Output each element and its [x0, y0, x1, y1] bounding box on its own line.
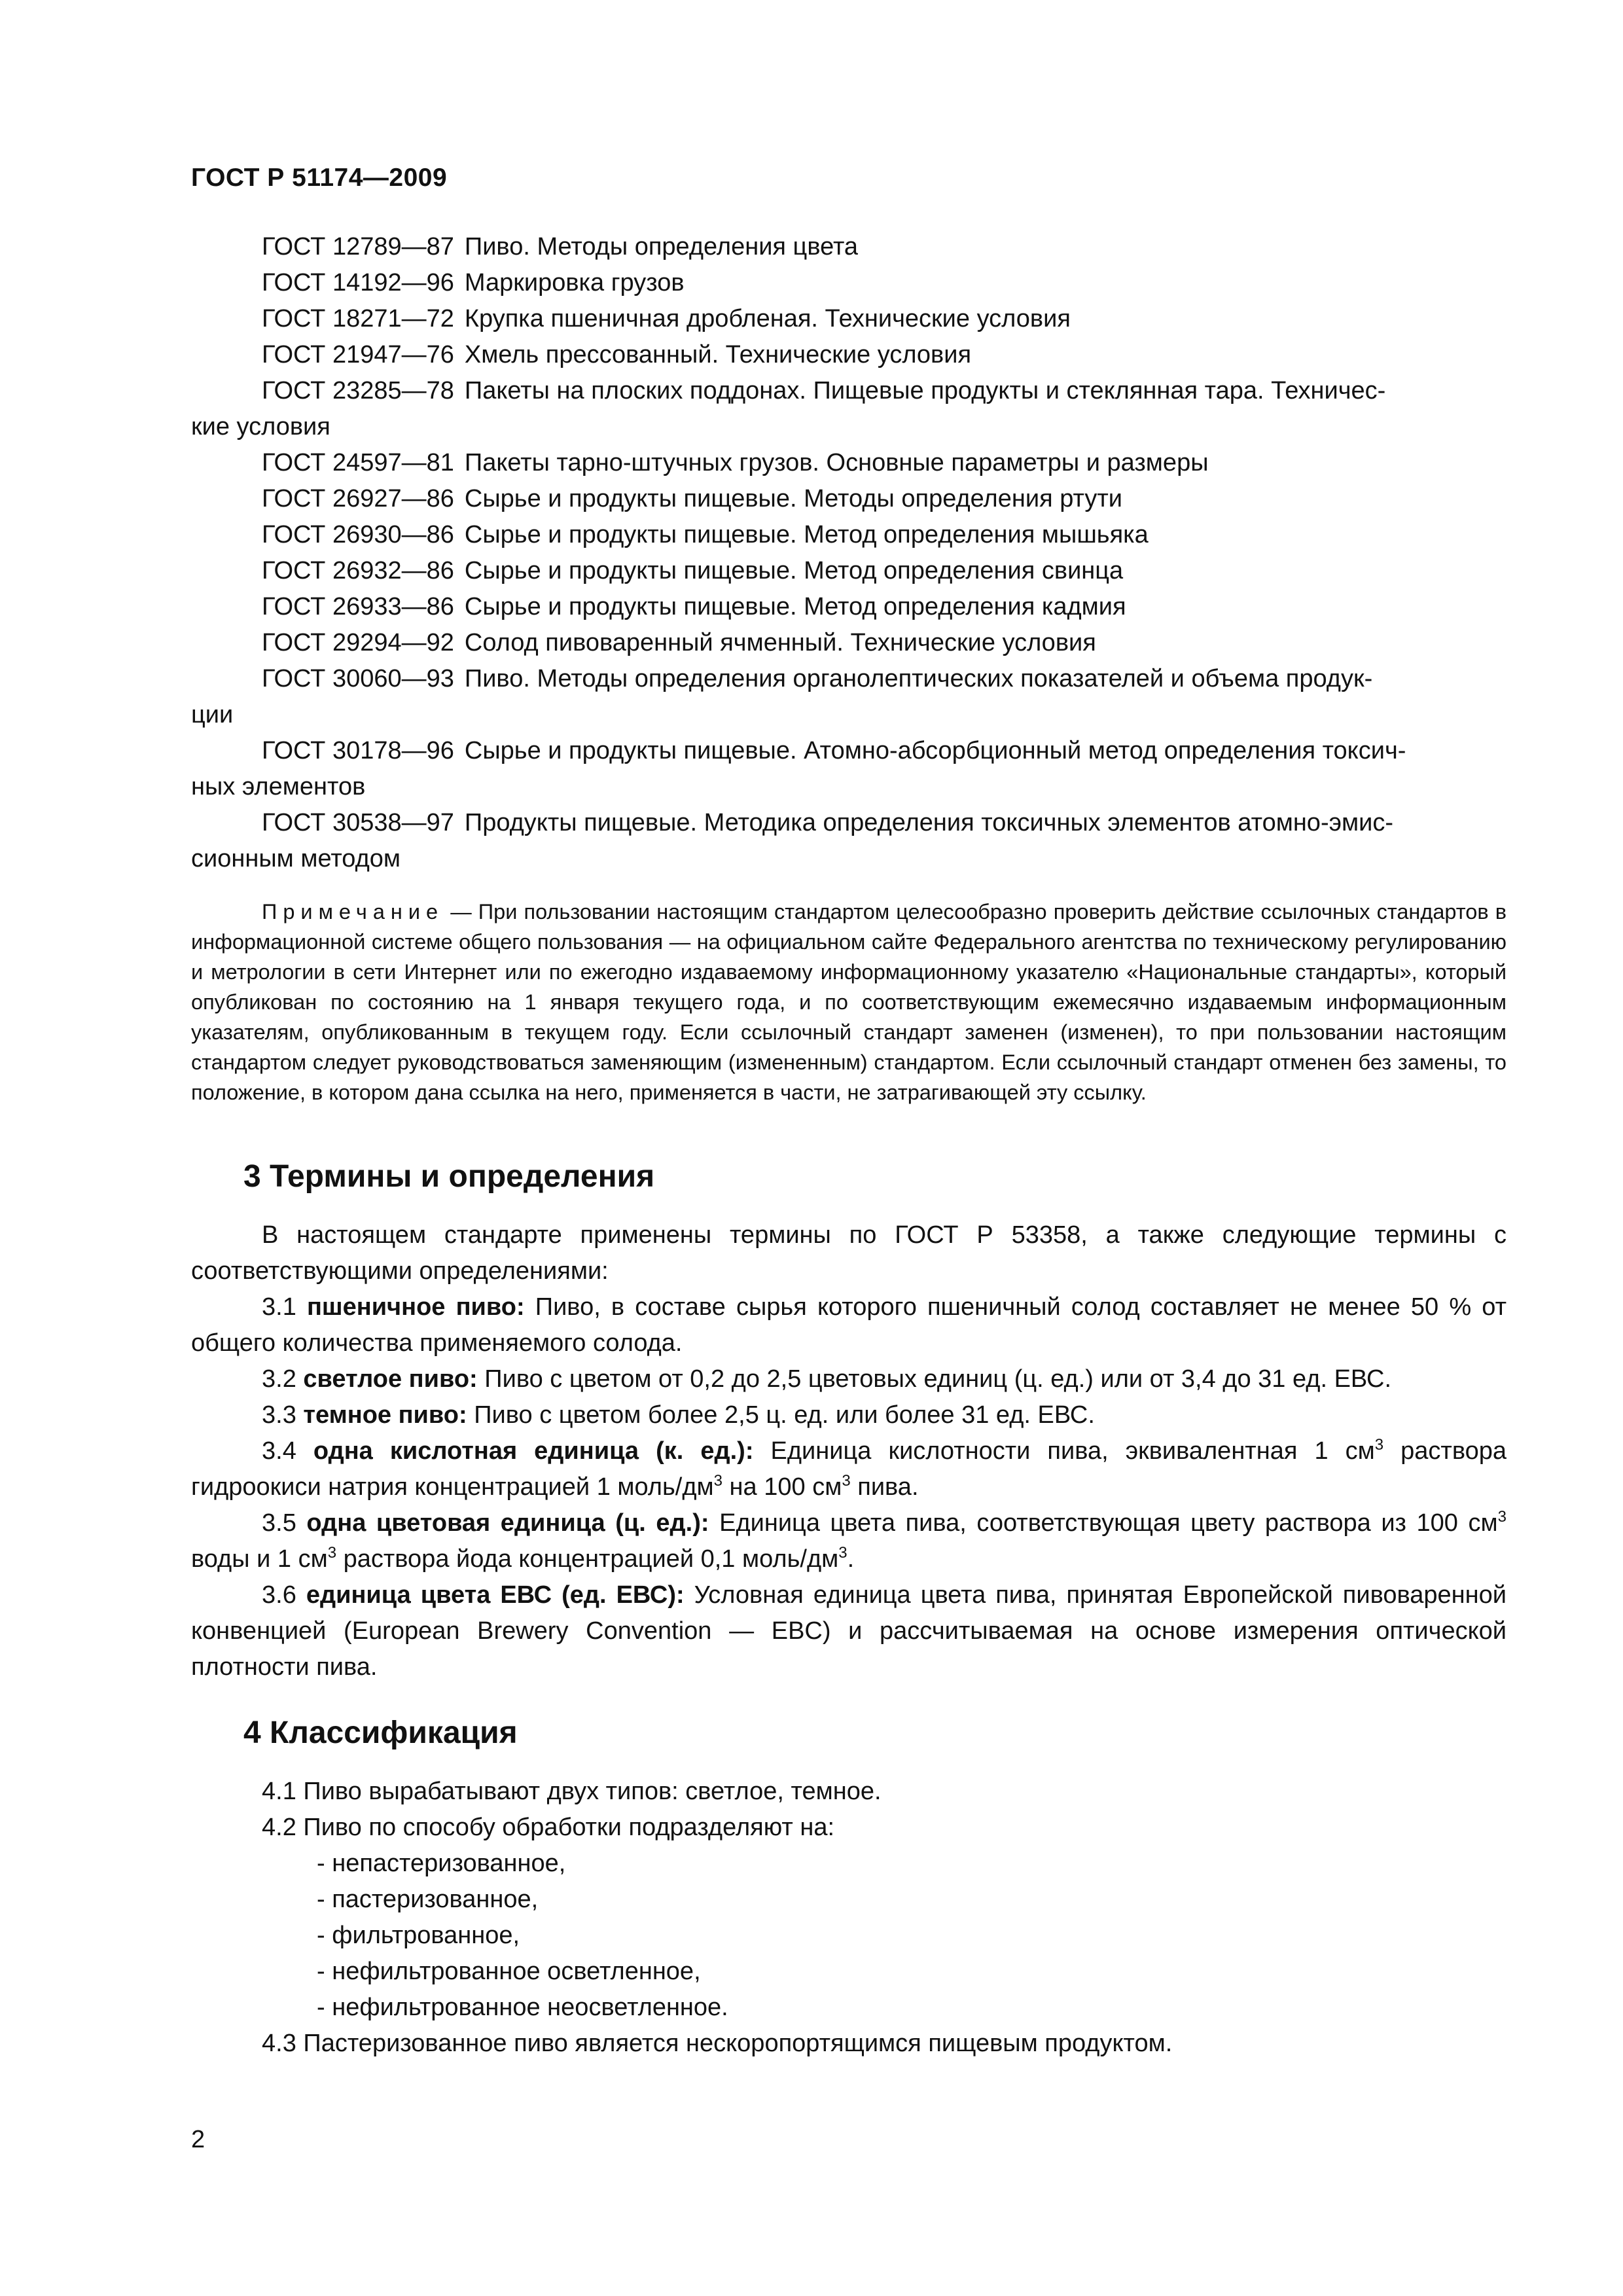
- list-item: - непастеризованное,: [317, 1850, 566, 1877]
- reference-title: Хмель прессованный. Технические условия: [464, 341, 972, 368]
- term-definition: Единица цвета пива, соответствующая цвету раствора из 100 см: [709, 1509, 1498, 1537]
- note-label: Примечание: [262, 900, 444, 924]
- term-number: 3.4: [262, 1437, 296, 1465]
- reference-code: ГОСТ 30060—93: [262, 665, 454, 692]
- reference-code: ГОСТ 30538—97: [262, 809, 454, 836]
- term-3-3: [191, 1397, 1507, 1433]
- reference-title: Солод пивоваренный ячменный. Технические условия: [464, 629, 1096, 656]
- term-name: единица цвета ЕВС (ед. ЕВС):: [306, 1581, 685, 1609]
- reference-continuation: сионным методом: [191, 845, 401, 872]
- term-number: 3.6: [262, 1581, 296, 1609]
- reference-title: Сырье и продукты пищевые. Метод определения свинца: [464, 557, 1124, 584]
- reference-code: ГОСТ 21947—76: [262, 341, 454, 368]
- reference-title: Сырье и продукты пищевые. Метод определения мышьяка: [464, 521, 1149, 548]
- term-definition: на 100 см: [722, 1473, 842, 1501]
- reference-code: ГОСТ 14192—96: [262, 269, 454, 296]
- reference-code: ГОСТ 24597—81: [262, 449, 454, 476]
- reference-line: [191, 733, 1507, 769]
- term-3-6: [191, 1577, 1507, 1685]
- reference-line: [191, 805, 1507, 841]
- superscript: 3: [713, 1472, 722, 1490]
- reference-line: [191, 337, 1507, 373]
- superscript: 3: [842, 1472, 851, 1490]
- superscript: 3: [1374, 1436, 1384, 1454]
- reference-code: ГОСТ 26930—86: [262, 521, 454, 548]
- reference-code: ГОСТ 23285—78: [262, 377, 454, 404]
- reference-line: [191, 625, 1507, 661]
- reference-line: [191, 517, 1507, 553]
- term-3-2: [191, 1361, 1507, 1397]
- reference-title: Пакеты тарно-штучных грузов. Основные параметры и размеры: [464, 449, 1209, 476]
- reference-line: [191, 445, 1507, 481]
- reference-continuation: ных элементов: [191, 773, 366, 800]
- clause-4-2: 4.2 Пиво по способу обработки подразделяют на:: [262, 1814, 835, 1841]
- reference-line: [191, 661, 1507, 697]
- reference-line: [191, 553, 1507, 589]
- clause-4-3: 4.3 Пастеризованное пиво является нескоропортящимся пищевым продуктом.: [262, 2030, 1173, 2057]
- reference-title: Пиво. Методы определения цвета: [464, 233, 859, 260]
- term-definition: раствора йода концентрацией 0,1 моль/дм: [336, 1545, 839, 1573]
- reference-line: [191, 481, 1507, 517]
- reference-line: [191, 229, 1507, 265]
- term-number: 3.1: [262, 1293, 296, 1321]
- term-name: одна цветовая единица (ц. ед.):: [306, 1509, 709, 1537]
- reference-title: Сырье и продукты пищевые. Методы определения ртути: [464, 485, 1122, 512]
- note-block: [191, 897, 1507, 1107]
- reference-code: ГОСТ 26933—86: [262, 593, 454, 620]
- term-3-5: [191, 1505, 1507, 1577]
- reference-code: ГОСТ 29294—92: [262, 629, 454, 656]
- term-number: 3.5: [262, 1509, 296, 1537]
- reference-line: [191, 265, 1507, 301]
- superscript: 3: [1497, 1508, 1507, 1526]
- reference-line: [191, 301, 1507, 337]
- reference-title: Пакеты на плоских поддонах. Пищевые продукты и стеклянная тара. Техничес-: [464, 377, 1386, 404]
- list-item: - нефильтрованное неосветленное.: [317, 1994, 728, 2021]
- term-definition: воды и 1 см: [191, 1545, 328, 1573]
- section-3-body: [191, 1217, 1507, 1685]
- section-4-body: [191, 1774, 1507, 2062]
- reference-code: ГОСТ 30178—96: [262, 737, 454, 764]
- superscript: 3: [327, 1544, 337, 1562]
- term-definition: раствора гидроокиси натрия концентрацией 1 моль/дм: [191, 1437, 1507, 1501]
- term-name: светлое пиво:: [303, 1365, 478, 1393]
- reference-line: [191, 589, 1507, 625]
- list-item: - фильтрованное,: [317, 1922, 520, 1949]
- list-item: - пастеризованное,: [317, 1886, 539, 1913]
- term-definition: Пиво с цветом от 0,2 до 2,5 цветовых единиц (ц. ед.) или от 3,4 до 31 ед. ЕВС.: [477, 1365, 1392, 1393]
- list-item: - нефильтрованное осветленное,: [317, 1958, 701, 1985]
- section-3-intro: В настоящем стандарте применены термины по ГОСТ Р 53358, а также следующие термины с соответствующими определениями:: [191, 1221, 1507, 1285]
- reference-title: Пиво. Методы определения органолептических показателей и объема продук-: [464, 665, 1373, 692]
- note-text: — При пользовании настоящим стандартом целесообразно проверить действие ссылочных стандартов в информационной системе общего пользования — на официальном сайте Федерального агентства по техническому регулированию и метрологии в сети Интернет или по ежегодно издаваемому информационному указателю «Национальные стандарты», который опубликован по состоянию на 1 января текущего года, и по соответствующим ежемесячно издаваемым информационным указателям, опубликованным в текущем году. Если ссылочный стандарт заменен (изменен), то при пользовании настоящим стандартом следует руководствоваться заменяющим (измененным) стандартом. Если ссылочный стандарт отменен без замены, то положение, в котором дана ссылка на него, применяется в части, не затрагивающей эту ссылку.: [191, 900, 1507, 1104]
- reference-code: ГОСТ 26927—86: [262, 485, 454, 512]
- term-name: одна кислотная единица (к. ед.):: [313, 1437, 754, 1465]
- reference-continuation: ции: [191, 701, 234, 728]
- reference-code: ГОСТ 12789—87: [262, 233, 454, 260]
- term-definition: .: [847, 1545, 855, 1573]
- term-definition: Единица кислотности пива, эквивалентная 1 см: [753, 1437, 1375, 1465]
- term-definition: Пиво, в составе сырья которого пшеничный солод составляет не менее 50 % от общего количества применяемого солода.: [191, 1293, 1507, 1357]
- reference-title: Сырье и продукты пищевые. Атомно-абсорбционный метод определения токсич-: [464, 737, 1406, 764]
- term-name: пшеничное пиво:: [306, 1293, 525, 1321]
- term-3-4: [191, 1433, 1507, 1505]
- clause-4-1: 4.1 Пиво вырабатывают двух типов: светлое, темное.: [262, 1778, 882, 1805]
- document-code-header: ГОСТ Р 51174—2009: [191, 164, 448, 192]
- section-3-heading: 3 Термины и определения: [243, 1159, 655, 1194]
- page-number: 2: [191, 2126, 205, 2153]
- term-number: 3.2: [262, 1365, 296, 1393]
- section-4-heading: 4 Классификация: [243, 1715, 518, 1750]
- note-paragraph: [191, 897, 1507, 1107]
- reference-title: Продукты пищевые. Методика определения токсичных элементов атомно-эмис-: [464, 809, 1393, 836]
- superscript: 3: [838, 1544, 847, 1562]
- term-3-1: [191, 1289, 1507, 1361]
- reference-title: Маркировка грузов: [464, 269, 685, 296]
- reference-line: [191, 373, 1507, 409]
- reference-code: ГОСТ 26932—86: [262, 557, 454, 584]
- reference-title: Крупка пшеничная дробленая. Технические условия: [464, 305, 1071, 332]
- reference-title: Сырье и продукты пищевые. Метод определения кадмия: [464, 593, 1126, 620]
- reference-continuation: кие условия: [191, 413, 330, 440]
- term-name: темное пиво:: [303, 1401, 467, 1429]
- term-number: 3.3: [262, 1401, 296, 1429]
- term-definition: Пиво с цветом более 2,5 ц. ед. или более 31 ед. ЕВС.: [467, 1401, 1095, 1429]
- term-definition: Условная единица цвета пива, принятая Европейской пивоваренной конвенцией (European Brewery Convention — EBC) и рассчитываемая на основе измерения оптической плотности пива.: [191, 1581, 1507, 1681]
- normative-references-list: [191, 229, 1507, 877]
- reference-code: ГОСТ 18271—72: [262, 305, 454, 332]
- term-definition: пива.: [850, 1473, 919, 1501]
